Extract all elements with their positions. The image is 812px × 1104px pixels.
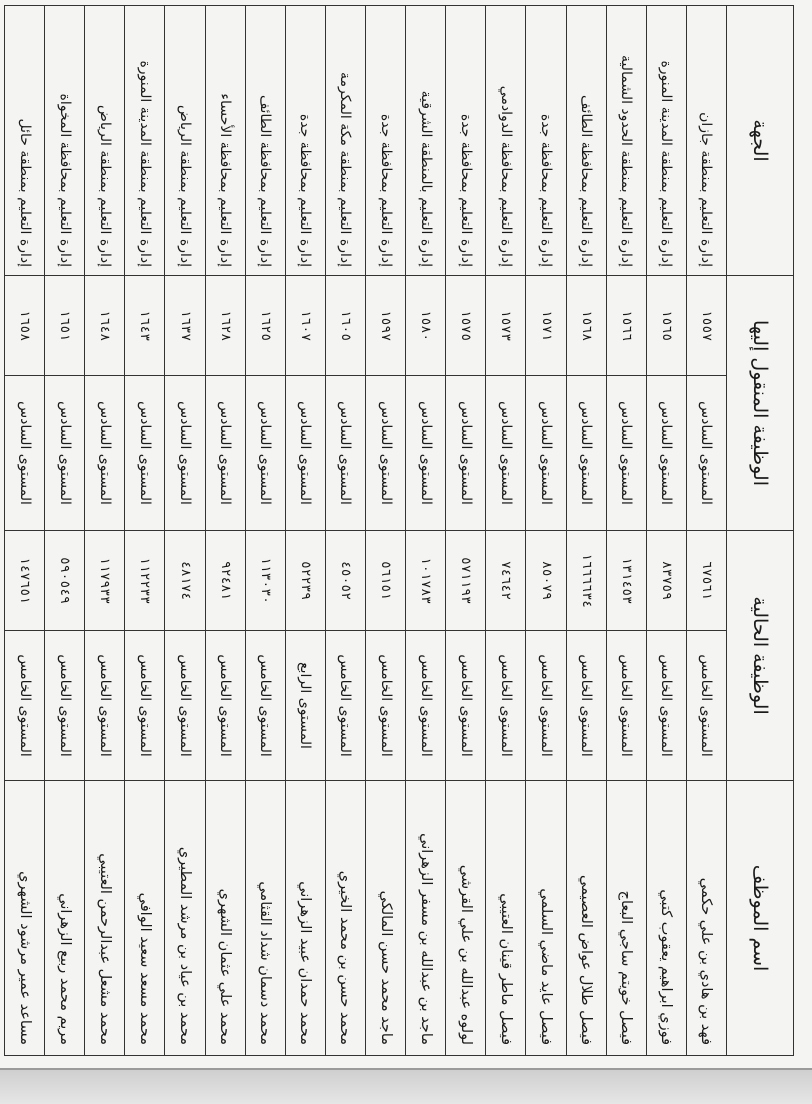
table-row (406, 6, 446, 1056)
new-position-number-cell: ١٥٥٧ (686, 276, 726, 376)
table-container (4, 5, 794, 1055)
current-level-cell: المستوى الخامس (245, 631, 285, 781)
employee-name-cell: محمد علي عثمان الشهري (205, 781, 245, 1056)
table-row (205, 6, 245, 1056)
table-row (486, 6, 526, 1056)
current-level-cell: المستوى الرابع (285, 631, 325, 781)
current-position-number-cell: ٩٢٤٨١ (205, 531, 245, 631)
current-level-cell: المستوى الخامس (45, 631, 85, 781)
employee-name-cell: محمد مسعد سعيد الوافي (125, 781, 165, 1056)
current-position-number-cell: ٨٥٠٧٩ (526, 531, 566, 631)
table-row (686, 6, 726, 1056)
destination-cell: إدارة التعليم بمنطقة المدينة المنورة (125, 6, 165, 276)
employee-name-cell: محمد مشعل عبدالرحمن العتيبي (85, 781, 125, 1056)
current-position-number-cell: ٨٣٧٥٩ (646, 531, 686, 631)
destination-cell: إدارة التعليم بمحافظة الطائف (245, 6, 285, 276)
new-position-number-cell: ١٥٧١ (526, 276, 566, 376)
current-position-number-cell: ٦٧٥٦١ (686, 531, 726, 631)
new-position-number-cell: ١٦٠٧ (285, 276, 325, 376)
destination-cell: إدارة التعليم بالمنطقة الشرقية (406, 6, 446, 276)
current-level-cell: المستوى الخامس (205, 631, 245, 781)
current-level-cell: المستوى الخامس (406, 631, 446, 781)
employee-transfer-table (4, 5, 794, 1056)
destination-cell: إدارة التعليم بمحافظة الأحساء (205, 6, 245, 276)
new-level-cell: المستوى السادس (366, 376, 406, 531)
current-position-number-cell: ١٤٧٦٥١ (5, 531, 45, 631)
current-position-number-cell: ٧٤٦٤٢ (486, 531, 526, 631)
current-position-number-cell: ٥٩٠٥٤٩ (45, 531, 85, 631)
destination-cell: إدارة التعليم بمحافظة جدة (285, 6, 325, 276)
employee-name-cell: محمد حسن بن محمد الخيري (325, 781, 365, 1056)
employee-name-cell: فيصل طلال عواض العصيمي (566, 781, 606, 1056)
table-row (285, 6, 325, 1056)
current-level-cell: المستوى الخامس (606, 631, 646, 781)
new-level-cell: المستوى السادس (45, 376, 85, 531)
new-level-cell: المستوى السادس (325, 376, 365, 531)
employee-name-cell: فوزي ابراهيم يعقوب كتبي (646, 781, 686, 1056)
new-position-number-cell: ١٦٤٨ (85, 276, 125, 376)
destination-cell: إدارة التعليم بمنطقة مكة المكرمة (325, 6, 365, 276)
new-position-number-cell: ١٥٧٣ (486, 276, 526, 376)
current-level-cell: المستوى الخامس (486, 631, 526, 781)
current-position-number-cell: ٤٥٠٥٢ (325, 531, 365, 631)
new-level-cell: المستوى السادس (85, 376, 125, 531)
destination-cell: إدارة التعليم بمحافظة المخواة (45, 6, 85, 276)
employee-name-cell: فيصل ماطر قينان العتيبي (486, 781, 526, 1056)
current-level-cell: المستوى الخامس (165, 631, 205, 781)
table-row (45, 6, 85, 1056)
new-level-cell: المستوى السادس (446, 376, 486, 531)
current-level-cell: المستوى الخامس (566, 631, 606, 781)
current-position-number-cell: ٤٨١٧٤ (165, 531, 205, 631)
new-position-number-cell: ١٥٨٠ (406, 276, 446, 376)
current-level-cell: المستوى الخامس (5, 631, 45, 781)
scanner-edge-strip (0, 1068, 812, 1104)
employee-name-cell: فيصل خويتم ساجي البعاج (606, 781, 646, 1056)
new-position-number-cell: ١٥٧٥ (446, 276, 486, 376)
current-level-cell: المستوى الخامس (646, 631, 686, 781)
employee-name-cell: لولوه عبدالله بن علي القرشي (446, 781, 486, 1056)
current-level-cell: المستوى الخامس (446, 631, 486, 781)
new-level-cell: المستوى السادس (406, 376, 446, 531)
destination-cell: إدارة التعليم بمحافظة جدة (366, 6, 406, 276)
table-body (5, 6, 727, 1056)
table-row (325, 6, 365, 1056)
destination-cell: إدارة التعليم بمحافظة جدة (446, 6, 486, 276)
table-row (566, 6, 606, 1056)
current-position-number-cell: ١٣١٤٥٣ (606, 531, 646, 631)
destination-cell: إدارة التعليم بمحافظة جدة (526, 6, 566, 276)
employee-name-cell: فيصل عايد ماضي السلمي (526, 781, 566, 1056)
current-level-cell: المستوى الخامس (526, 631, 566, 781)
current-level-cell: المستوى الخامس (366, 631, 406, 781)
employee-name-cell: فهد بن هادي بن علي حكمي (686, 781, 726, 1056)
destination-cell: إدارة التعليم بمنطقة حائل (5, 6, 45, 276)
table-row (646, 6, 686, 1056)
employee-name-cell: مريم محمد ربيع الزهراني (45, 781, 85, 1056)
new-position-number-cell: ١٦٥١ (45, 276, 85, 376)
new-level-cell: المستوى السادس (165, 376, 205, 531)
employee-name-cell: محمد بن عياد بن مرشد المطيري (165, 781, 205, 1056)
new-position-number-cell: ١٦٢٨ (205, 276, 245, 376)
destination-cell: إدارة التعليم بمنطقة الحدود الشمالية (606, 6, 646, 276)
new-position-number-cell: ١٥٦٥ (646, 276, 686, 376)
new-level-cell: المستوى السادس (125, 376, 165, 531)
current-position-number-cell: ١٦٦٦٦٣٤ (566, 531, 606, 631)
header-transferred-position: الوظيفة المنقول إليها (727, 276, 794, 531)
new-level-cell: المستوى السادس (646, 376, 686, 531)
new-level-cell: المستوى السادس (526, 376, 566, 531)
header-row (727, 6, 794, 1056)
new-position-number-cell: ١٦٣٧ (165, 276, 205, 376)
table-row (446, 6, 486, 1056)
table-row (165, 6, 205, 1056)
destination-cell: إدارة التعليم بمنطقة المدينة المنورة (646, 6, 686, 276)
header-current-position: الوظيفة الحالية (727, 531, 794, 781)
employee-name-cell: مساعد عمير مرشود الشهري (5, 781, 45, 1056)
new-level-cell: المستوى السادس (245, 376, 285, 531)
new-level-cell: المستوى السادس (5, 376, 45, 531)
table-row (245, 6, 285, 1056)
table-row (526, 6, 566, 1056)
employee-name-cell: ماجد بن عبدالله بن مسفر الزهراني (406, 781, 446, 1056)
table-row (606, 6, 646, 1056)
current-position-number-cell: ٥٦١٥١ (366, 531, 406, 631)
new-position-number-cell: ١٥٦٨ (566, 276, 606, 376)
new-position-number-cell: ١٦٢٥ (245, 276, 285, 376)
destination-cell: إدارة التعليم بمنطقة جازان (686, 6, 726, 276)
destination-cell: إدارة التعليم بمنطقة الرياض (165, 6, 205, 276)
destination-cell: إدارة التعليم بمنطقة الرياض (85, 6, 125, 276)
table-row (85, 6, 125, 1056)
employee-name-cell: محمد حمدان عبيد الزهراني (285, 781, 325, 1056)
new-position-number-cell: ١٦٤٣ (125, 276, 165, 376)
destination-cell: إدارة التعليم بمحافظة الدوادمي (486, 6, 526, 276)
employee-name-cell: محمد دسمان شداد القثامي (245, 781, 285, 1056)
current-level-cell: المستوى الخامس (125, 631, 165, 781)
table-row (125, 6, 165, 1056)
new-level-cell: المستوى السادس (205, 376, 245, 531)
current-level-cell: المستوى الخامس (85, 631, 125, 781)
new-position-number-cell: ١٦٠٥ (325, 276, 365, 376)
current-position-number-cell: ١١٣٠٣٠ (245, 531, 285, 631)
current-position-number-cell: ٥٢٢٣٩ (285, 531, 325, 631)
new-level-cell: المستوى السادس (486, 376, 526, 531)
current-position-number-cell: ١٠١٧٨٣ (406, 531, 446, 631)
new-position-number-cell: ١٥٩٧ (366, 276, 406, 376)
current-level-cell: المستوى الخامس (686, 631, 726, 781)
new-level-cell: المستوى السادس (285, 376, 325, 531)
header-employee-name: اسم الموظف (727, 781, 794, 1056)
current-position-number-cell: ١١٢٢٣٣ (125, 531, 165, 631)
new-position-number-cell: ١٥٦٦ (606, 276, 646, 376)
employee-name-cell: ماجد محمد حسن المالكي (366, 781, 406, 1056)
header-destination: الجهة (727, 6, 794, 276)
destination-cell: إدارة التعليم بمحافظة الطائف (566, 6, 606, 276)
current-level-cell: المستوى الخامس (325, 631, 365, 781)
current-position-number-cell: ١١٧٩٣٣ (85, 531, 125, 631)
new-level-cell: المستوى السادس (606, 376, 646, 531)
new-position-number-cell: ١٦٥٨ (5, 276, 45, 376)
new-level-cell: المستوى السادس (686, 376, 726, 531)
new-level-cell: المستوى السادس (566, 376, 606, 531)
table-row (366, 6, 406, 1056)
table-row (5, 6, 45, 1056)
current-position-number-cell: ٥٧١١٩٣ (446, 531, 486, 631)
